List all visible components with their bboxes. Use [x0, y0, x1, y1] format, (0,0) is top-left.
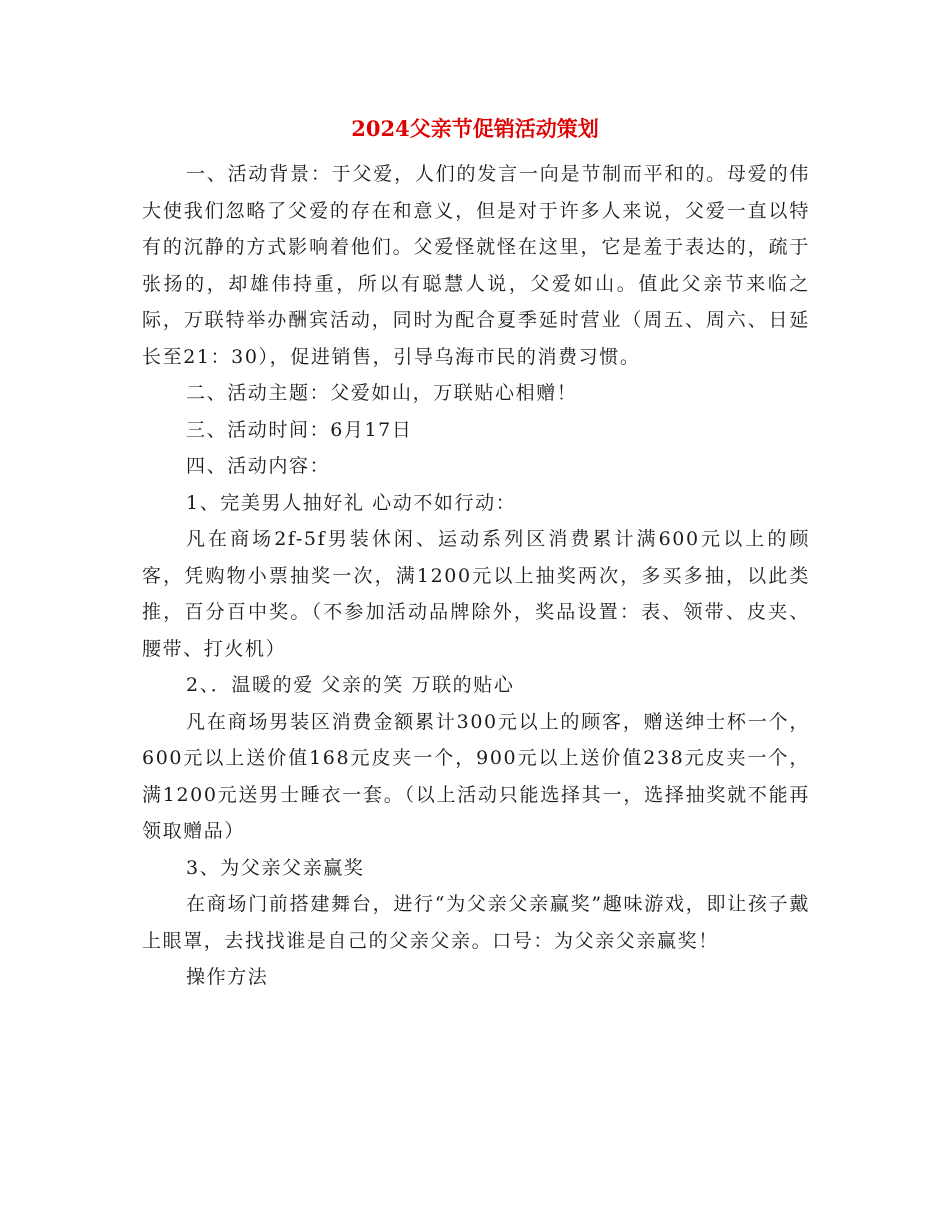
paragraph-item-3-detail: 在商场门前搭建舞台，进行“为父亲父亲赢奖”趣味游戏，即让孩子戴上眼罩，去找找谁是自己的父亲父亲。口号：为父亲父亲赢奖！ [142, 893, 810, 952]
paragraph-time: 三、活动时间：6月17日 [186, 418, 413, 441]
paragraph-item-2-detail: 凡在商场男装区消费金额累计300元以上的顾客，赠送绅士杯一个，600元以上送价值168元皮夹一个，900元以上送价值238元皮夹一个，满1200元送男士睡衣一套。（以上活动只能选择其一，选择抽奖就不能再领取赠品） [142, 710, 810, 842]
document-title: 2024父亲节促销活动策划 [351, 116, 599, 141]
paragraph-item-3-heading: 3、为父亲父亲赢奖 [186, 856, 365, 879]
paragraph-background: 一、活动背景：于父爱，人们的发言一向是节制而平和的。母爱的伟大使我们忽略了父爱的存在和意义，但是对于许多人来说，父爱一直以特有的沉静的方式影响着他们。父爱怪就怪在这里，它是羞于表达的，疏于张扬的，却雄伟持重，所以有聪慧人说，父爱如山。值此父亲节来临之际，万联特举办酬宾活动，同时为配合夏季延时营业（周五、周六、日延长至21：30），促进销售，引导乌海市民的消费习惯。 [142, 163, 810, 368]
paragraph-item-1-detail: 凡在商场2f-5f男装休闲、运动系列区消费累计满600元以上的顾客，凭购物小票抽奖一次，满1200元以上抽奖两次，多买多抽，以此类推，百分百中奖。（不参加活动品牌除外，奖品设置：表、领带、皮夹、腰带、打火机） [142, 528, 810, 660]
document-body [142, 156, 810, 996]
paragraph-content-heading: 四、活动内容： [186, 455, 331, 477]
paragraph-item-2-heading: 2、．温暖的爱 父亲的笑 万联的贴心 [186, 674, 515, 696]
paragraph-theme: 二、活动主题：父爱如山，万联贴心相赠！ [186, 382, 578, 404]
paragraph-operation-method: 操作方法 [186, 966, 269, 988]
paragraph-item-1-heading: 1、完美男人抽好礼 心动不如行动： [186, 491, 517, 514]
